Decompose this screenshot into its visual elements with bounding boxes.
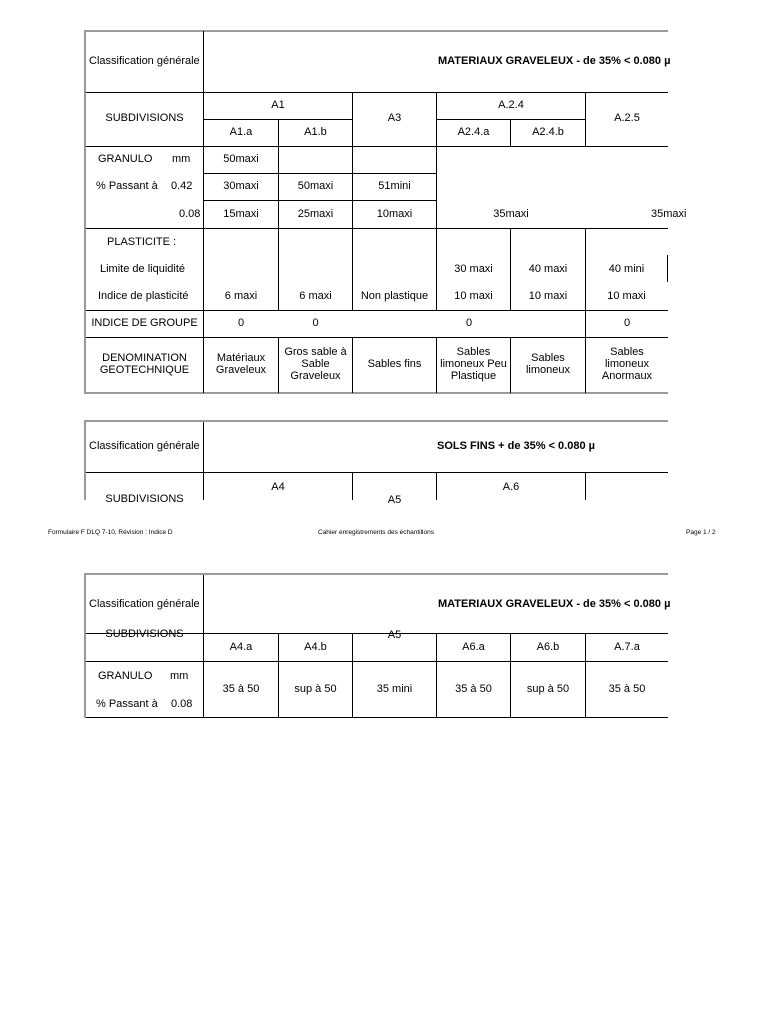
den-a25-1: Sables (610, 346, 644, 358)
table-title: MATERIAUX GRAVELEUX - de 35% < 0.080 µ (438, 598, 671, 610)
granulo-label: GRANULO (98, 153, 153, 165)
sub-a4a: A4.a (229, 641, 253, 653)
footer-form-reference: Formulaire F DLQ 7-10, Révision : Indice D (48, 529, 173, 536)
indice-plasticite-label: Indice de plasticité (98, 290, 189, 302)
denomination-label-1: DENOMINATION (102, 352, 187, 364)
sub-a6b: A6.b (536, 641, 560, 653)
group-a1: A1 (271, 99, 285, 111)
sub-a6a: A6.a (462, 641, 485, 653)
classification-label: Classification générale (89, 598, 200, 610)
den-a1b-2: Sable (301, 358, 330, 370)
passant-008: 0.08 (171, 698, 193, 710)
sub-a24b: A2.4.b (532, 126, 564, 138)
passant-042: 0.42 (171, 180, 193, 192)
footer-document-title: Cahier enregistrements des échantillons (318, 529, 434, 536)
value-a7a: 35 à 50 (608, 683, 646, 695)
den-a1a-1: Matériaux (216, 352, 266, 364)
p008-a25: 35maxi (651, 208, 687, 220)
ll-a25: 40 mini (608, 263, 645, 275)
granulo-unit: mm (172, 153, 191, 165)
p008-a3: 10maxi (376, 208, 413, 220)
footer-page-number: Page 1 / 2 (686, 529, 716, 536)
sub-a24a: A2.4.a (457, 126, 490, 138)
granulo-unit: mm (170, 670, 189, 682)
den-a24b-2: limoneux (525, 364, 571, 376)
plasticite-label: PLASTICITE : (107, 236, 177, 248)
group-a4: A4 (271, 481, 285, 493)
classification-label: Classification générale (89, 440, 200, 452)
den-a24a-2: limoneux Peu (440, 358, 507, 370)
value-a6b: sup à 50 (526, 683, 570, 695)
den-a1b-1: Gros sable à (284, 346, 347, 358)
passant-008: 0.08 (179, 208, 201, 220)
den-a1b-3: Graveleux (290, 370, 341, 382)
den-a24a-3: Plastique (450, 370, 497, 382)
group-a5: A5 (387, 494, 402, 506)
value-a5: 35 mini (376, 683, 413, 695)
sub-a1a: A1.a (229, 126, 253, 138)
ip-a24b: 10 maxi (528, 290, 568, 302)
ig-a1b: 0 (312, 317, 319, 329)
denomination-label-2: GEOTECHNIQUE (99, 364, 190, 376)
passant-label: % Passant à (96, 180, 158, 192)
ig-a25: 0 (623, 317, 631, 329)
table-title: MATERIAUX GRAVELEUX - de 35% < 0.080 µ (438, 55, 671, 67)
den-a24b-1: Sables (531, 352, 565, 364)
granulo-a1a: 50maxi (223, 153, 259, 165)
classification-label: Classification générale (89, 55, 200, 67)
den-a25-2: limoneux (604, 358, 650, 370)
granulo-label: GRANULO (98, 670, 153, 682)
ip-a1a: 6 maxi (224, 290, 258, 302)
ip-a1b: 6 maxi (299, 290, 332, 302)
p042-a3: 51mini (378, 180, 411, 192)
group-a3: A3 (387, 112, 402, 124)
ip-a3: Non plastique (360, 290, 429, 302)
ig-a3-a24: 0 (465, 317, 473, 329)
p008-a24: 35maxi (493, 208, 529, 220)
subdivisions-label: SUBDIVISIONS (105, 112, 184, 124)
sub-a1b: A1.b (304, 126, 327, 138)
value-a6a: 35 à 50 (455, 683, 492, 695)
indice-groupe-label: INDICE DE GROUPE (91, 317, 198, 329)
den-a1a-2: Graveleux (215, 364, 267, 376)
ig-a1a: 0 (237, 317, 245, 329)
den-a25-3: Anormaux (601, 370, 653, 382)
ip-a25: 10 maxi (607, 290, 646, 302)
limite-liquidite-label: Limite de liquidité (100, 263, 185, 275)
subdivisions-label: SUBDIVISIONS (105, 628, 184, 640)
passant-label: % Passant à (96, 698, 158, 710)
group-a5: A5 (387, 629, 402, 641)
group-a25: A.2.5 (614, 112, 640, 124)
ll-a24b: 40 maxi (528, 263, 568, 275)
p008-a1b: 25maxi (297, 208, 334, 220)
p042-a1b: 50maxi (297, 180, 334, 192)
group-a24: A.2.4 (498, 99, 524, 111)
ip-a24a: 10 maxi (454, 290, 493, 302)
sub-a4b: A4.b (304, 641, 327, 653)
subdivisions-label: SUBDIVISIONS (105, 493, 184, 505)
den-a24a-1: Sables (456, 346, 491, 358)
ll-a24a: 30 maxi (454, 263, 493, 275)
group-a6: A.6 (502, 481, 520, 493)
p042-a1a: 30maxi (223, 180, 259, 192)
sub-a7a: A.7.a (614, 641, 640, 653)
value-a4b: sup à 50 (294, 683, 337, 695)
value-a4a: 35 à 50 (222, 683, 260, 695)
den-a3: Sables fins (367, 358, 422, 370)
table-title: SOLS FINS + de 35% < 0.080 µ (437, 440, 595, 452)
p008-a1a: 15maxi (223, 208, 259, 220)
